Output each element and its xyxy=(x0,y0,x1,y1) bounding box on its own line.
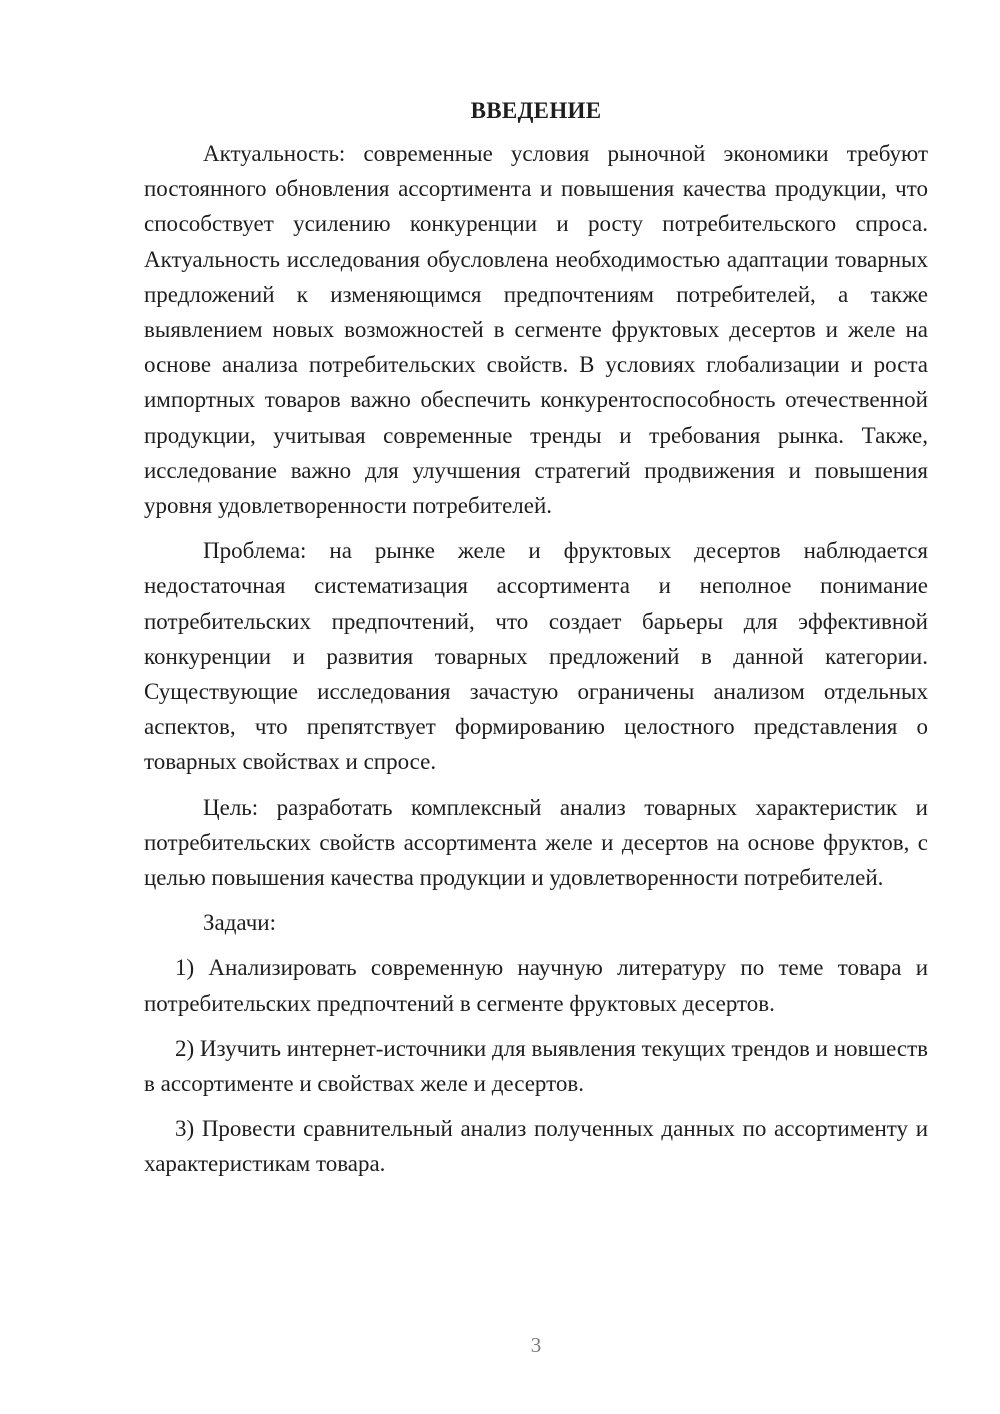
page-number: 3 xyxy=(530,1333,542,1357)
page-content xyxy=(144,96,928,1192)
tasks-label: Задачи: xyxy=(203,910,276,936)
task-item-1: 1) Анализировать современную научную литературу по теме товара и потребительских предпочтений в сегменте фруктовых десертов. xyxy=(144,955,928,1016)
paragraph-goal: Цель: разработать комплексный анализ товарных характеристик и потребительских свойств ассортимента желе и десертов на основе фруктов, с целью повышения качества продукции и удовлетворенности потребителей. xyxy=(144,794,928,891)
paragraph-problem: Проблема: на рынке желе и фруктовых десертов наблюдается недостаточная систематизация ассортимента и неполное понимание потребительских предпочтений, что создает барьеры для эффективной конкуренции и развития товарных предложений в данной категории. Существующие исследования зачастую ограничены анализом отдельных аспектов, что препятствует формированию целостного представления о товарных свойствах и спросе. xyxy=(144,538,928,775)
task-item-3: 3) Провести сравнительный анализ полученных данных по ассортименту и характеристикам товара. xyxy=(144,1116,928,1177)
section-title: ВВЕДЕНИЕ xyxy=(470,98,602,123)
paragraph-relevance: Актуальность: современные условия рыночной экономики требуют постоянного обновления ассортимента и повышения качества продукции, что способствует усилению конкуренции и росту потребительского спроса. Актуальность исследования обусловлена необходимостью адаптации товарных предложений к изменяющимся предпочтениям потребителей, а также выявлением новых возможностей в сегменте фруктовых десертов и желе на основе анализа потребительских свойств. В условиях глобализации и роста импортных товаров важно обеспечить конкурентоспособность отечественной продукции, учитывая современные тренды и требования рынка. Также, исследование важно для улучшения стратегий продвижения и повышения уровня удовлетворенности потребителей. xyxy=(144,141,928,519)
task-item-2: 2) Изучить интернет-источники для выявления текущих трендов и новшеств в ассортименте и свойствах желе и десертов. xyxy=(144,1035,928,1097)
